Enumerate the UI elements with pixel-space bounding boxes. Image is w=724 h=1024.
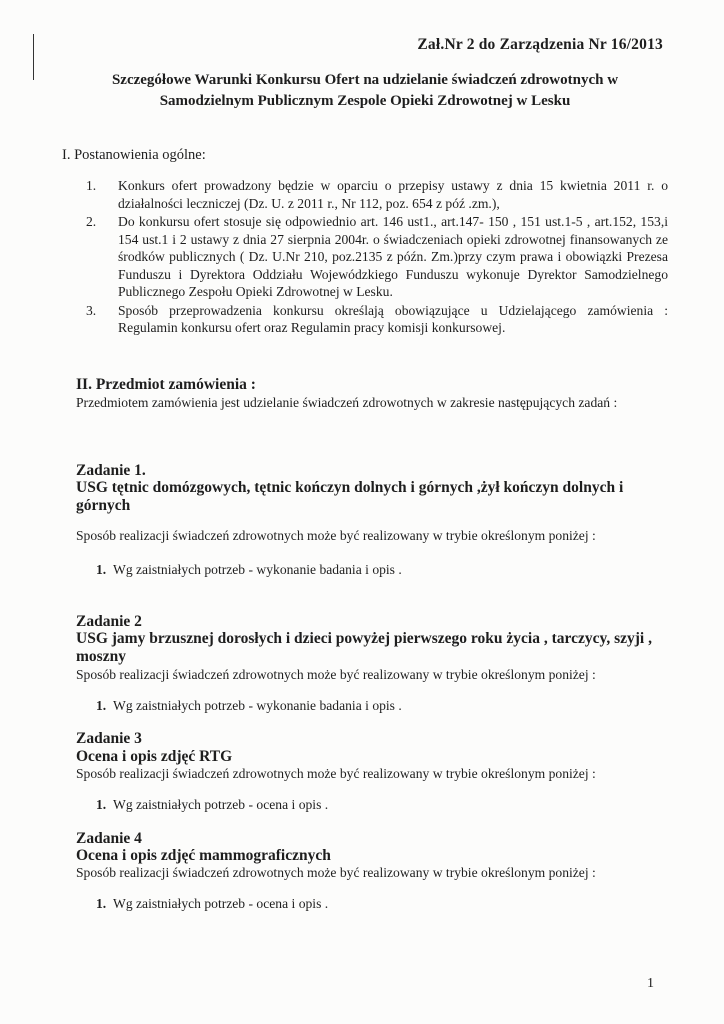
task-item-number: 1. bbox=[96, 797, 107, 812]
task-3-description: Sposób realizacji świadczeń zdrowotnych może być realizowany w trybie określonym poniżej : bbox=[76, 766, 596, 781]
list-item-text: Sposób przeprowadzenia konkursu określają obowiązujące u Udzielającego zamówienia : Regulamin konkursu ofert oraz Regulamin pracy komisji konkursowej. bbox=[118, 302, 668, 335]
title-line-2: Samodzielnym Publicznym Zespole Opieki Zdrowotnej w Lesku bbox=[159, 93, 571, 109]
page-number: 1 bbox=[647, 976, 654, 991]
list-item bbox=[86, 302, 668, 337]
task-4-description: Sposób realizacji świadczeń zdrowotnych może być realizowany w trybie określonym poniżej : bbox=[76, 865, 596, 880]
task-item-number: 1. bbox=[96, 562, 107, 577]
task-1-title: USG tętnic domózgowych, tętnic kończyn dolnych i górnych ,żył kończyn dolnych i górnych bbox=[76, 479, 624, 514]
task-item-text: Wg zaistniałych potrzeb - wykonanie badania i opis . bbox=[113, 698, 402, 713]
task-2-item bbox=[96, 698, 402, 714]
task-2-label: Zadanie 2 bbox=[76, 613, 142, 630]
task-2-title: USG jamy brzusznej dorosłych i dzieci powyżej pierwszego roku życia , tarczycy, szyji , moszny bbox=[76, 630, 652, 665]
task-item-text: Wg zaistniałych potrzeb - wykonanie badania i opis . bbox=[113, 562, 402, 577]
document-title bbox=[60, 70, 670, 112]
list-item-number: 1. bbox=[86, 178, 97, 193]
section-2-heading: II. Przedmiot zamówienia : bbox=[76, 376, 256, 393]
task-3-label: Zadanie 3 bbox=[76, 730, 142, 747]
general-provisions-list bbox=[86, 177, 668, 337]
task-1-label: Zadanie 1. bbox=[76, 462, 146, 479]
task-1-description: Sposób realizacji świadczeń zdrowotnych może być realizowany w trybie określonym poniżej : bbox=[76, 528, 596, 543]
section-2-intro: Przedmiotem zamówienia jest udzielanie świadczeń zdrowotnych w zakresie następujących zadań : bbox=[76, 395, 618, 410]
task-4-title: Ocena i opis zdjęć mammograficznych bbox=[76, 847, 331, 864]
document-reference: Zał.Nr 2 do Zarządzenia Nr 16/2013 bbox=[417, 36, 663, 53]
task-3-title: Ocena i opis zdjęć RTG bbox=[76, 748, 233, 765]
list-item-text: Konkurs ofert prowadzony będzie w oparciu o przepisy ustawy z dnia 15 kwietnia 2011 r. o działalności leczniczej (Dz. U. z 2011 r., Nr 112, poz. 654 z póź .zm.), bbox=[118, 178, 668, 211]
task-2-description: Sposób realizacji świadczeń zdrowotnych może być realizowany w trybie określonym poniżej : bbox=[76, 667, 596, 682]
task-item-number: 1. bbox=[96, 698, 107, 713]
task-4-label: Zadanie 4 bbox=[76, 830, 142, 847]
task-4-item bbox=[96, 896, 328, 912]
task-item-number: 1. bbox=[96, 896, 107, 911]
list-item-text: Do konkursu ofert stosuje się odpowiednio art. 146 ust1., art.147- 150 , 151 ust.1-5 , art.152, 153,i 154 ust.1 i 2 ustawy z dnia 27 sierpnia 2004r. o świadczeniach opieki zdrowotnej finansowanych ze środków publicznych ( Dz. U.Nr 210, poz.2135 z późn. Zm.)przy czym prawa i obowiązki Prezesa Funduszu i Dyrektora Oddziału Wojewódzkiego Funduszu wykonuje Dyrektor Samodzielnego Publicznego Zespołu Opieki Zdrowotnej w Lesku. bbox=[118, 214, 668, 299]
task-3-item bbox=[96, 797, 328, 813]
list-item bbox=[86, 177, 668, 212]
task-item-text: Wg zaistniałych potrzeb - ocena i opis . bbox=[113, 896, 329, 911]
task-item-text: Wg zaistniałych potrzeb - ocena i opis . bbox=[113, 797, 329, 812]
list-item-number: 2. bbox=[86, 214, 97, 229]
list-item-number: 3. bbox=[86, 302, 97, 318]
scan-edge-line bbox=[33, 34, 34, 80]
section-1-heading: I. Postanowienia ogólne: bbox=[62, 147, 206, 163]
title-line-1: Szczegółowe Warunki Konkursu Ofert na udzielanie świadczeń zdrowotnych w bbox=[111, 72, 619, 88]
task-1-item bbox=[96, 562, 402, 578]
list-item bbox=[86, 213, 668, 301]
